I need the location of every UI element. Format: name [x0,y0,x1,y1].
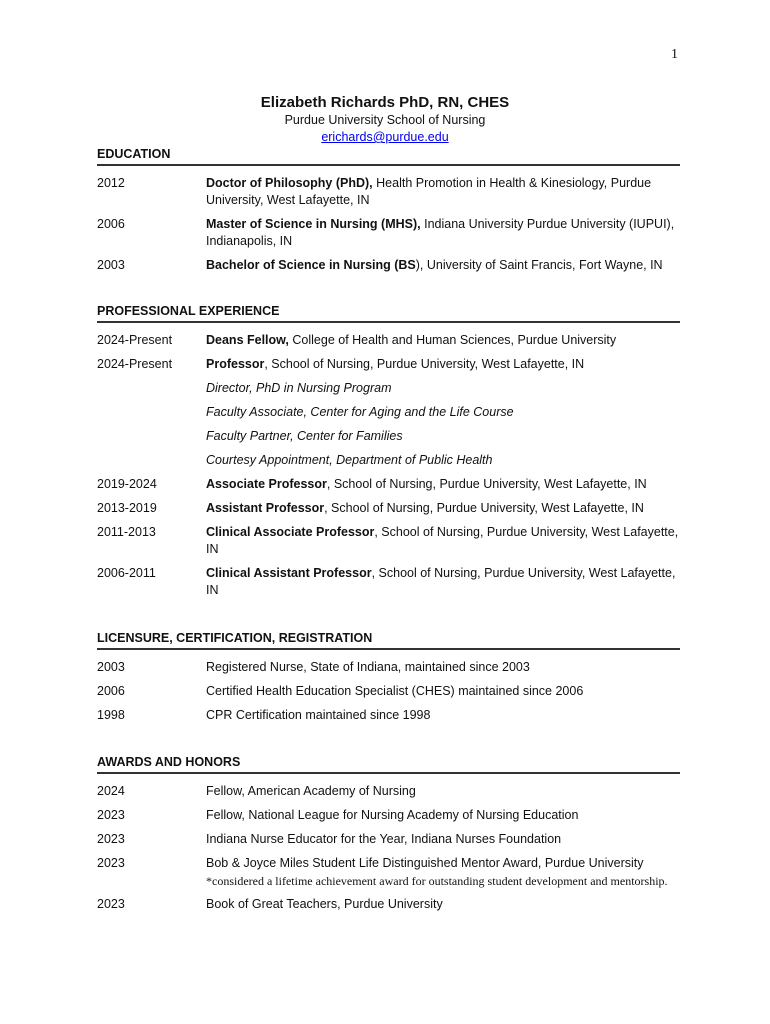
entry: Clinical Assistant Professor, School of Nursing, Purdue University, West Lafayette, IN [206,566,676,597]
entry: Certified Health Education Specialist (CHES) maintained since 2006 [206,684,584,698]
year: 2024-Present [97,333,173,347]
award-row [97,783,680,800]
experience-row [97,524,680,558]
section-title: EDUCATION [97,147,680,166]
year: 2023 [97,808,125,822]
year: 2024 [97,784,125,798]
page-number: 1 [671,47,678,62]
entry: Indiana Nurse Educator for the Year, Indiana Nurses Foundation [206,832,562,846]
year: 2023 [97,897,125,911]
sub-appointment: Director, PhD in Nursing Program [206,381,392,395]
education-section [97,147,680,281]
entry: Professor, School of Nursing, Purdue University, West Lafayette, IN Director, PhD in Nursing Program Faculty Associate, Center for Aging and the Life Course Faculty Partner, Center for Families Courtesy Appointment, Department of Public Health [206,356,680,469]
section-title: PROFESSIONAL EXPERIENCE [97,304,680,323]
entry: Bachelor of Science in Nursing (BS), University of Saint Francis, Fort Wayne, IN [206,258,663,272]
sub-appointment: Faculty Partner, Center for Families [206,429,403,443]
year: 2006 [97,217,125,231]
year: 2003 [97,258,125,272]
entry: Fellow, National League for Nursing Academy of Nursing Education [206,808,579,822]
education-row [97,257,680,274]
entry: Master of Science in Nursing (MHS), Indiana University Purdue University (IUPUI), Indianapolis, IN [206,217,675,248]
experience-row [97,332,680,349]
section-title: AWARDS AND HONORS [97,755,680,774]
award-row [97,896,680,913]
entry: Deans Fellow, College of Health and Human Sciences, Purdue University [206,333,617,347]
sub-appointment: Courtesy Appointment, Department of Public Health [206,453,493,467]
entry: CPR Certification maintained since 1998 [206,708,431,722]
licensure-row [97,683,680,700]
entry: Associate Professor, School of Nursing, Purdue University, West Lafayette, IN [206,477,647,491]
experience-row [97,356,680,469]
year: 2023 [97,856,125,870]
year: 2023 [97,832,125,846]
year: 2006 [97,684,125,698]
year: 1998 [97,708,125,722]
entry: Clinical Associate Professor, School of Nursing, Purdue University, West Lafayette, IN [206,525,679,556]
entry: Fellow, American Academy of Nursing [206,784,416,798]
entry: Bob & Joyce Miles Student Life Distinguished Mentor Award, Purdue University *considered a lifetime achievement award for outstanding student development and mentorship. [206,855,680,889]
licensure-row [97,707,680,724]
year: 2003 [97,660,125,674]
experience-row [97,500,680,517]
award-note: *considered a lifetime achievement award for outstanding student development and mentorship. [206,874,668,888]
licensure-section [97,631,680,731]
award-row [97,831,680,848]
education-row [97,216,680,250]
entry: Book of Great Teachers, Purdue University [206,897,443,911]
cv-header [0,94,770,146]
affiliation: Purdue University School of Nursing [284,113,486,127]
sub-appointment: Faculty Associate, Center for Aging and the Life Course [206,405,514,419]
education-row [97,175,680,209]
licensure-row [97,659,680,676]
year: 2013-2019 [97,501,157,515]
award-row [97,855,680,889]
experience-section [97,304,680,606]
year: 2024-Present [97,357,173,371]
year: 2011-2013 [97,525,156,539]
year: 2012 [97,176,125,190]
author-name: Elizabeth Richards PhD, RN, CHES [260,94,510,111]
awards-section [97,755,680,920]
year: 2019-2024 [97,477,157,491]
experience-row [97,476,680,493]
award-row [97,807,680,824]
year: 2006-2011 [97,566,156,580]
experience-row [97,565,680,599]
entry: Registered Nurse, State of Indiana, maintained since 2003 [206,660,530,674]
entry: Doctor of Philosophy (PhD), Health Promotion in Health & Kinesiology, Purdue University, West Lafayette, IN [206,176,652,207]
entry: Assistant Professor, School of Nursing, Purdue University, West Lafayette, IN [206,501,644,515]
section-title: LICENSURE, CERTIFICATION, REGISTRATION [97,631,680,650]
email-link[interactable]: erichards@purdue.edu [321,130,449,144]
